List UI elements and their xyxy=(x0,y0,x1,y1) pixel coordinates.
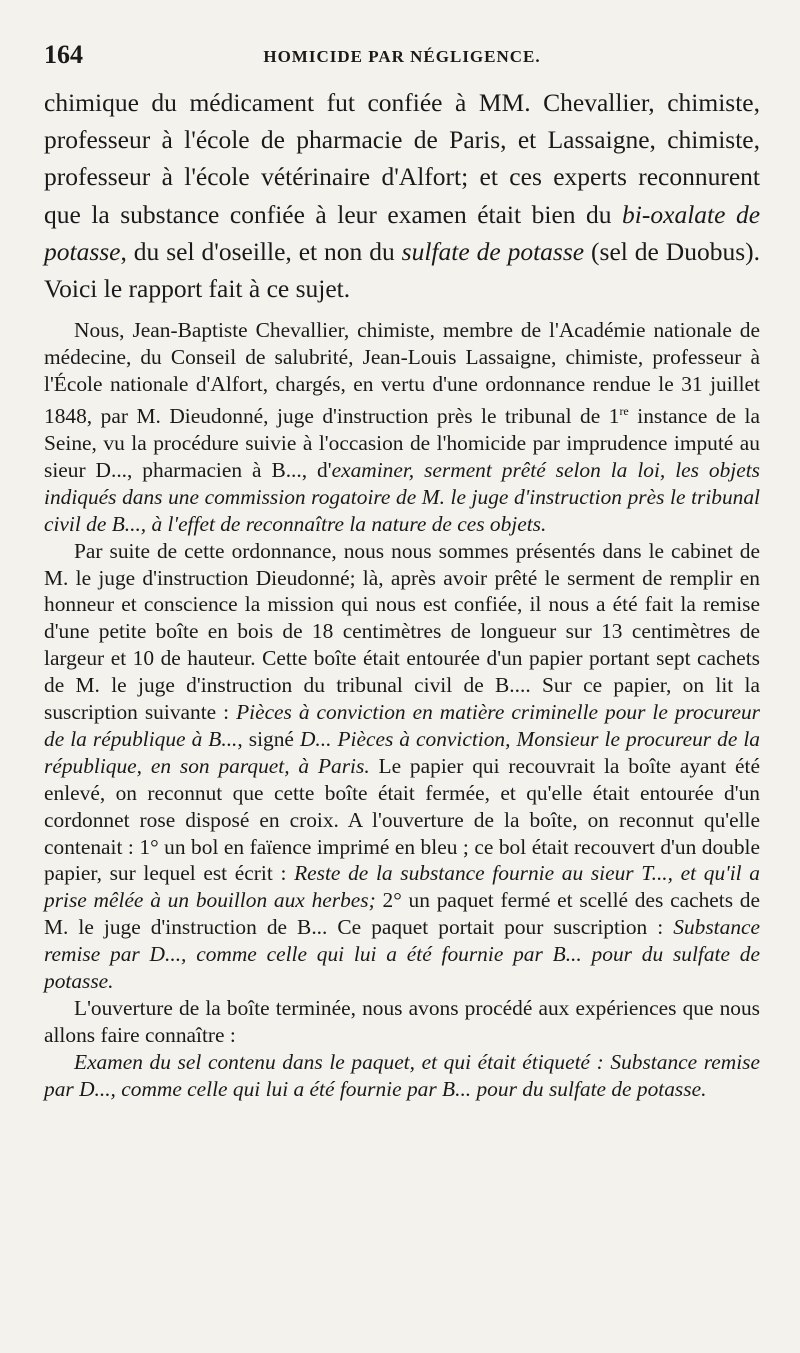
paragraph-salt-examination: Examen du sel contenu dans le paquet, et qui était étiqueté : Substance remise par D..., comme celle qui lui a été fournie par B... pour du sulfate de potasse. xyxy=(44,1049,760,1101)
page-body xyxy=(44,84,760,1103)
paragraph-experiments-intro: L'ouverture de la boîte terminée, nous avons procédé aux expériences que nous allons faire connaître : xyxy=(44,996,760,1047)
paragraph-box-description: Par suite de cette ordonnance, nous nous sommes présentés dans le cabinet de M. le juge d'instruction Dieudonné; là, après avoir prêté le serment de remplir en honneur et conscience la mission qui nous est confiée, il nous a été fait la remise d'une petite boîte en bois de 18 centimètres de longueur sur 13 centimètres de largeur et 10 de hauteur. Cette boîte était entourée d'un papier portant sept cachets de M. le juge d'instruction du tribunal civil de B.... Sur ce papier, on lit la suscription suivante : Pièces à conviction en matière criminelle pour le procureur de la république à B..., signé D... Pièces à conviction, Monsieur le procureur de la république, en son parquet, à Paris. Le papier qui recouvrait la boîte ayant été enlevé, on reconnut que cette boîte était fermée, et qu'elle était entourée d'un cordonnet rose disposé en croix. A l'ouverture de la boîte, on reconnut qu'elle contenait : 1° un bol en faïence imprimé en bleu ; ce bol était recouvert d'un double papier, sur lequel est écrit : Reste de la substance fournie au sieur T..., et qu'il a prise mêlée à un bouillon aux herbes; 2° un paquet fermé et scellé des cachets de M. le juge d'instruction de B... Ce paquet portait pour suscription : Substance remise par D..., comme celle qui lui a été fournie par B... pour du sulfate de potasse. xyxy=(44,538,761,994)
running-head: HOMICIDE PAR NÉGLIGENCE. xyxy=(263,47,541,66)
paragraph-report-opening: Nous, Jean-Baptiste Chevallier, chimiste, membre de l'Académie nationale de médecine, du Conseil de salubrité, Jean-Louis Lassaigne, chimiste, professeur à l'École nationale d'Alfort, chargés, en vertu d'une ordonnance rendue le 31 juillet 1848, par M. Dieudonné, juge d'instruction près le tribunal de 1re instance de la Seine, vu la procédure suivie à l'occasion de l'homicide par imprudence imputé au sieur D..., pharmacien à B..., d'examiner, serment prêté selon la loi, les objets indiqués dans une commission rogatoire de M. le juge d'instruction près le tribunal civil de B..., à l'effet de reconnaître la nature de ces objets. xyxy=(44,318,760,536)
page-header xyxy=(44,40,760,80)
page-number: 164 xyxy=(44,40,83,69)
paragraph-intro: chimique du médicament fut confiée à MM. Chevallier, chimiste, professeur à l'école de pharmacie de Paris, et Lassaigne, chimiste, professeur à l'école vétérinaire d'Alfort; et ces experts reconnurent que la substance confiée à leur examen était bien du bi-oxalate de potasse, du sel d'oseille, et non du sulfate de potasse (sel de Duobus). Voici le rapport fait à ce sujet. xyxy=(44,88,761,304)
